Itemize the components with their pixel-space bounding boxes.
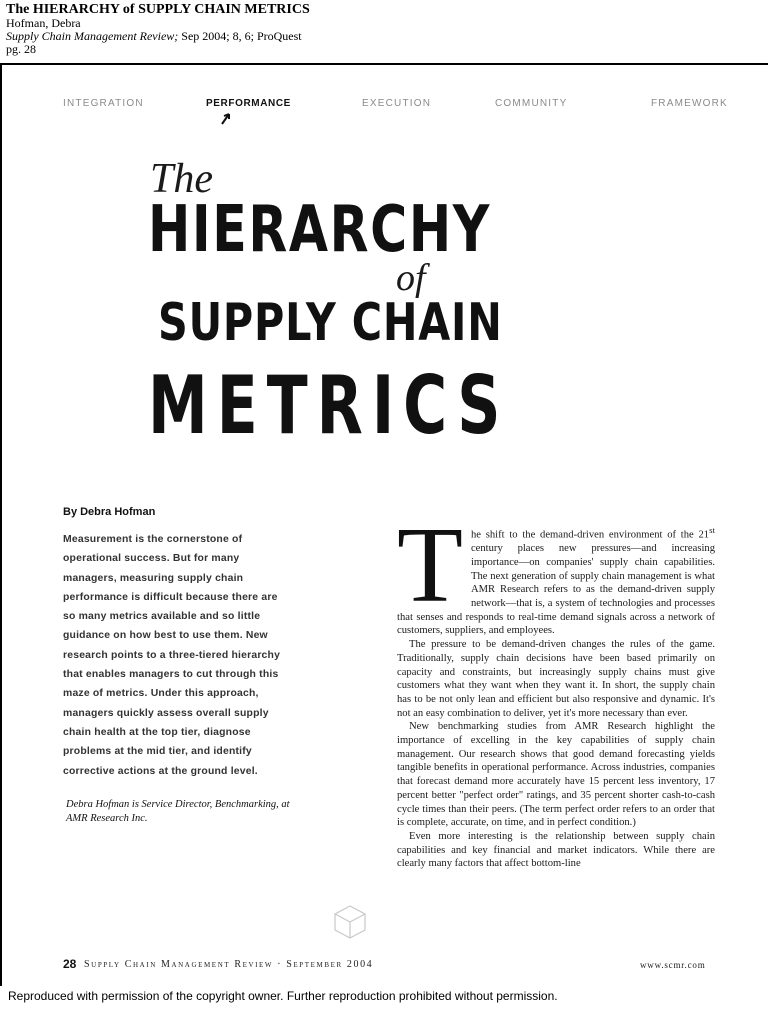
headline-metrics: METRICS — [148, 359, 510, 452]
footer-publication: Supply Chain Management Review · September 2004 — [84, 959, 374, 970]
footer-url: www.scmr.com — [640, 960, 706, 970]
scan-edge — [0, 65, 2, 986]
byline: By Debra Hofman — [63, 506, 156, 518]
article-body — [397, 506, 715, 871]
paragraph-3: New benchmarking studies from AMR Research highlight the importance of excelling in the key capabilities of supply chain management. Our research shows that good demand forecasting yields tangible benefits in operational performance. Across industries, companies that forecast demand more accurately have 15 percent less inventory, 17 percent better "perfect order" ratings, and 35 percent shorter cash-to-cash cycle times than their peers. (The term perfect order refers to an order that is complete, accurate, on time, and in perfect condition.) — [397, 721, 715, 829]
headline-supply-chain: SUPPLY CHAIN — [158, 293, 503, 353]
drop-cap: T — [397, 506, 463, 625]
nav-framework: FRAMEWORK — [651, 98, 728, 109]
document-author: Hofman, Debra — [6, 16, 81, 30]
paragraph-2: The pressure to be demand-driven changes the rules of the game. Traditionally, supply chain decisions have been based primarily on capacity and constraints, but increasingly supply chains must give customers what they want when they want it. In short, the supply chain has to be not only lean and efficient but also responsive and dynamic. It's not an easy combination to deliver, yet it's more necessary than ever. — [397, 639, 715, 719]
headline-the: The — [150, 156, 213, 202]
citation-details: Sep 2004; 8, 6; ProQuest — [178, 29, 302, 43]
abstract: Measurement is the cornerstone of operational success. But for many managers, measuring supply chain performance is difficult because there are so many metrics available and so little guidance on how best to use them. New research points to a three-tiered hierarchy that enables managers to cut through this maze of metrics. Under this approach, managers quickly assess overall supply chain health at the top tier, diagnose problems at the mid tier, and identify corrective actions at the ground level. — [63, 534, 281, 777]
nav-performance: PERFORMANCE — [206, 98, 291, 109]
headline-hierarchy: HIERARCHY — [148, 193, 491, 267]
document-citation — [6, 30, 746, 43]
author-bio: Debra Hofman is Service Director, Benchmarking, at AMR Research Inc. — [66, 799, 290, 824]
nav-integration: INTEGRATION — [63, 98, 144, 109]
nav-execution: EXECUTION — [362, 98, 432, 109]
paragraph-4: Even more interesting is the relationship between supply chain capabilities and key financial and market indicators. While there are clearly many factors that affect bottom-line — [397, 831, 715, 870]
headline-of: of — [396, 257, 426, 299]
header-rule — [0, 63, 768, 65]
document-metadata — [6, 2, 746, 56]
journal-name: Supply Chain Management Review; — [6, 29, 179, 43]
cube-watermark-icon — [330, 902, 370, 942]
page-number: 28 — [63, 957, 77, 971]
paragraph-1: The shift to the demand-driven environment of the 21st century places new pressures—and increasing importance—on companies' supply chain capabilities. The next generation of supply chain management is what AMR Research refers to as the demand-driven supply network—that is, a system of technologies and processes that senses and responds to real-time demand signals across a network of customers, suppliers, and employees. — [397, 506, 715, 637]
nav-community: COMMUNITY — [495, 98, 568, 109]
page-reference: pg. 28 — [6, 42, 36, 56]
pointer-arrow-icon — [220, 111, 232, 125]
document-title: The HIERARCHY of SUPPLY CHAIN METRICS — [6, 2, 310, 17]
permission-notice: Reproduced with permission of the copyright owner. Further reproduction prohibited without permission. — [8, 989, 558, 1003]
